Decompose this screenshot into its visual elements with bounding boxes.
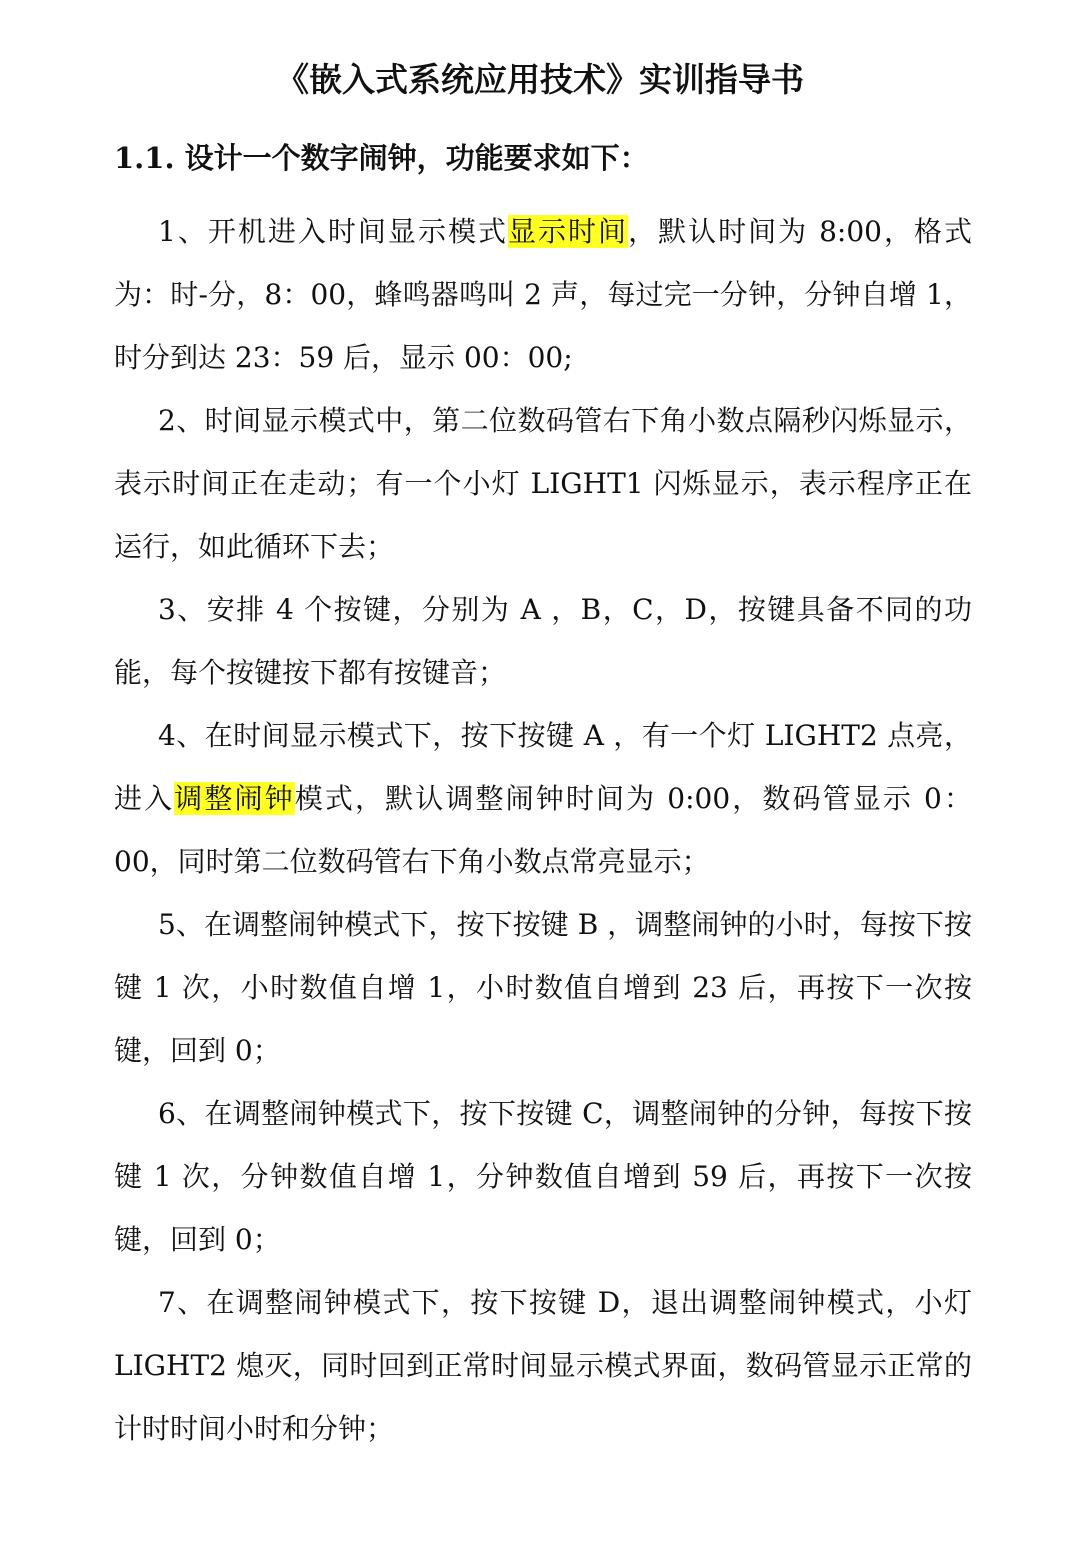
requirement-text: ，默认时间为 8:00，格式为：时-分，8：00，蜂鸣器鸣叫 2 声，每过完一分钟，分钟自增 1，时分到达 23：59 后，显示 00：00; (114, 215, 972, 374)
requirement-text: 2、时间显示模式中，第二位数码管右下角小数点隔秒闪烁显示，表示时间正在走动；有一个小灯 LIGHT1 闪烁显示，表示程序正在运行，如此循环下去； (114, 404, 972, 563)
requirement-text: 7、在调整闹钟模式下，按下按键 D，退出调整闹钟模式，小灯LIGHT2 熄灭，同时回到正常时间显示模式界面，数码管显示正常的计时时间小时和分钟； (114, 1286, 972, 1445)
section-heading: 1.1. 设计一个数字闹钟，功能要求如下： (114, 141, 649, 175)
requirement-item-4 (114, 704, 972, 893)
requirement-text: 4、在时间显示模式下，按下按键 A ，有一个灯 LIGHT2 点亮，进入 (114, 719, 972, 815)
requirement-item-6 (114, 1082, 972, 1271)
document-title: 《嵌入式系统应用技术》实训指导书 (276, 60, 804, 99)
requirement-text: 6、在调整闹钟模式下，按下按键 C，调整闹钟的分钟，每按下按键 1 次，分钟数值自增 1，分钟数值自增到 59 后，再按下一次按键，回到 0； (114, 1097, 972, 1256)
requirement-text: 模式，默认调整闹钟时间为 0:00，数码管显示 0：00，同时第二位数码管右下角小数点常亮显示； (114, 782, 972, 878)
requirement-text: 1、开机进入时间显示模式 (158, 215, 508, 248)
requirement-text: 5、在调整闹钟模式下，按下按键 B ，调整闹钟的小时，每按下按键 1 次，小时数值自增 1，小时数值自增到 23 后，再按下一次按键，回到 0； (114, 908, 972, 1067)
highlighted-text: 显示时间 (508, 215, 629, 248)
requirement-item-3 (114, 578, 972, 704)
requirement-text: 3、安排 4 个按键，分别为 A ，B，C，D，按键具备不同的功能，每个按键按下都有按键音； (114, 593, 972, 689)
highlighted-text: 调整闹钟 (174, 782, 295, 815)
requirement-item-7 (114, 1271, 972, 1460)
requirements-list (114, 200, 972, 1460)
requirement-item-2 (114, 389, 972, 578)
requirement-item-1 (114, 200, 972, 389)
requirement-item-5 (114, 893, 972, 1082)
